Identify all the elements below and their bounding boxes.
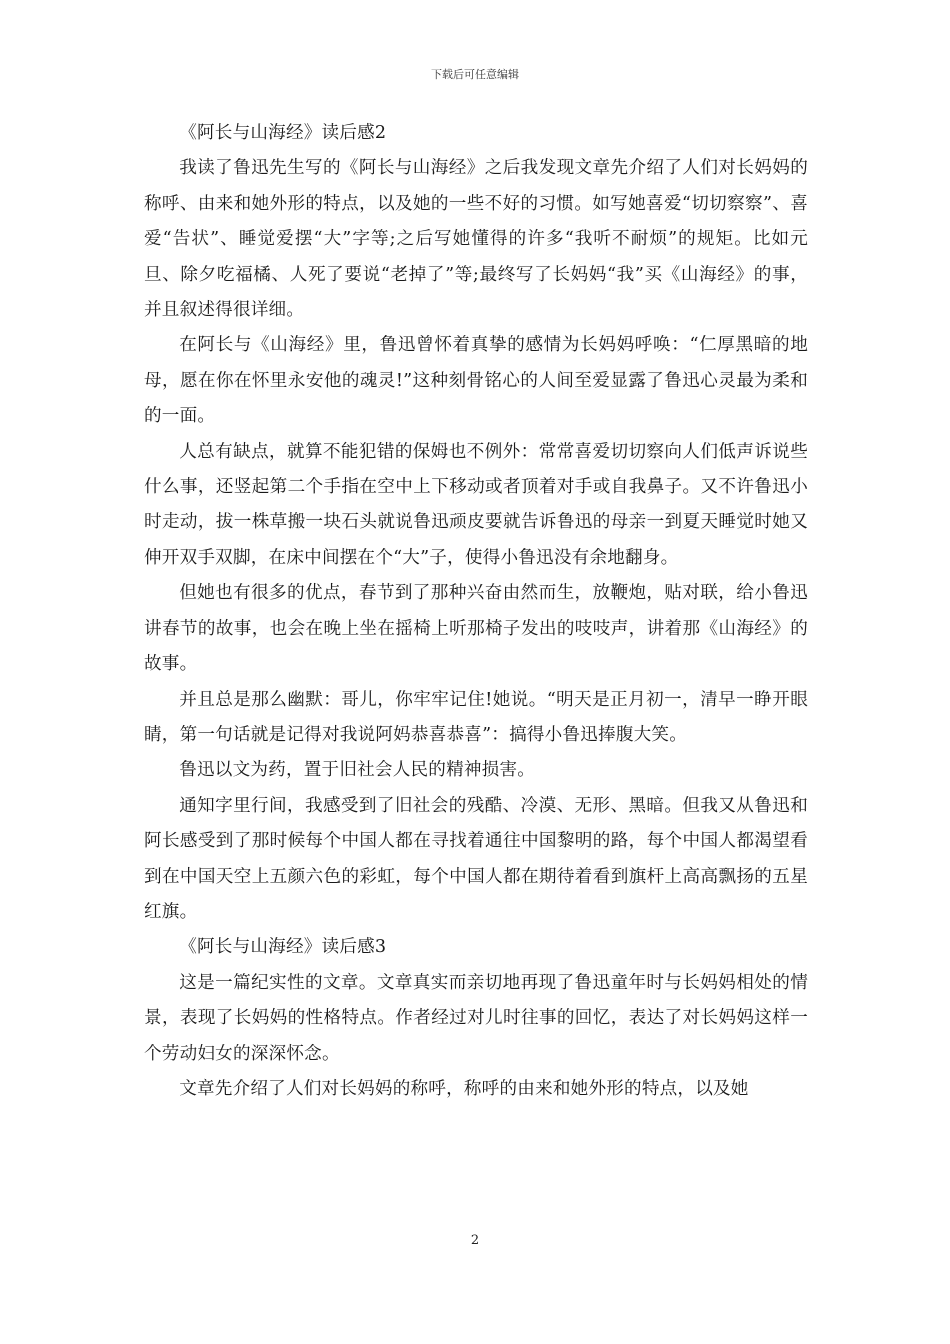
paragraph: 我读了鲁迅先生写的《阿长与山海经》之后我发现文章先介绍了人们对长妈妈的称呼、由来和她外形的特点，以及她的一些不好的习惯。如写她喜爱“切切察察”、喜爱“告状”、睡觉爱摆“大”字等;之后写她懂得的许多“我听不耐烦”的规矩。比如元旦、除夕吃福橘、人死了要说“老掉了”等;最终写了长妈妈“我”买《山海经》的事，并且叙述得很详细。 [144, 158, 808, 321]
paragraph: 文章先介绍了人们对长妈妈的称呼，称呼的由来和她外形的特点，以及她 [179, 1078, 749, 1099]
page-header: 下载后可任意编辑 [431, 68, 519, 81]
paragraph: 但她也有很多的优点，春节到了那种兴奋由然而生，放鞭炮，贴对联，给小鲁迅讲春节的故事，也会在晚上坐在摇椅上听那椅子发出的吱吱声，讲着那《山海经》的故事。 [144, 583, 808, 675]
paragraph: 这是一篇纪实性的文章。文章真实而亲切地再现了鲁迅童年时与长妈妈相处的情景，表现了长妈妈的性格特点。作者经过对儿时往事的回忆，表达了对长妈妈这样一个劳动妇女的深深怀念。 [144, 972, 808, 1064]
page-number: 2 [470, 1233, 480, 1248]
document-body [144, 116, 808, 1107]
paragraph: 通知字里行间，我感受到了旧社会的残酷、冷漠、无形、黑暗。但我又从鲁迅和阿长感受到了那时候每个中国人都在寻找着通往中国黎明的路，每个中国人都渴望看到在中国天空上五颜六色的彩虹，每个中国人都在期待着看到旗杆上高高飘扬的五星红旗。 [144, 795, 808, 922]
section-title-3: 《阿长与山海经》读后感3 [179, 937, 387, 958]
paragraph: 人总有缺点，就算不能犯错的保姆也不例外：常常喜爱切切察向人们低声诉说些什么事，还竖起第二个手指在空中上下移动或者顶着对手或自我鼻子。又不许鲁迅小时走动，拔一株草搬一块石头就说鲁迅顽皮要就告诉鲁迅的母亲一到夏天睡觉时她又伸开双手双脚，在床中间摆在个“大”子，使得小鲁迅没有余地翻身。 [144, 441, 808, 568]
paragraph: 在阿长与《山海经》里，鲁迅曾怀着真挚的感情为长妈妈呼唤：“仁厚黑暗的地母，愿在你在怀里永安他的魂灵!”这种刻骨铭心的人间至爱显露了鲁迅心灵最为柔和的一面。 [144, 335, 808, 427]
section-title-2: 《阿长与山海经》读后感2 [179, 123, 387, 143]
paragraph: 并且总是那么幽默：哥儿，你牢牢记住!她说。“明天是正月初一，清早一睁开眼睛，第一句话就是记得对我说阿妈恭喜恭喜”：搞得小鲁迅捧腹大笑。 [144, 689, 808, 745]
paragraph: 鲁迅以文为药，置于旧社会人民的精神损害。 [179, 760, 536, 781]
